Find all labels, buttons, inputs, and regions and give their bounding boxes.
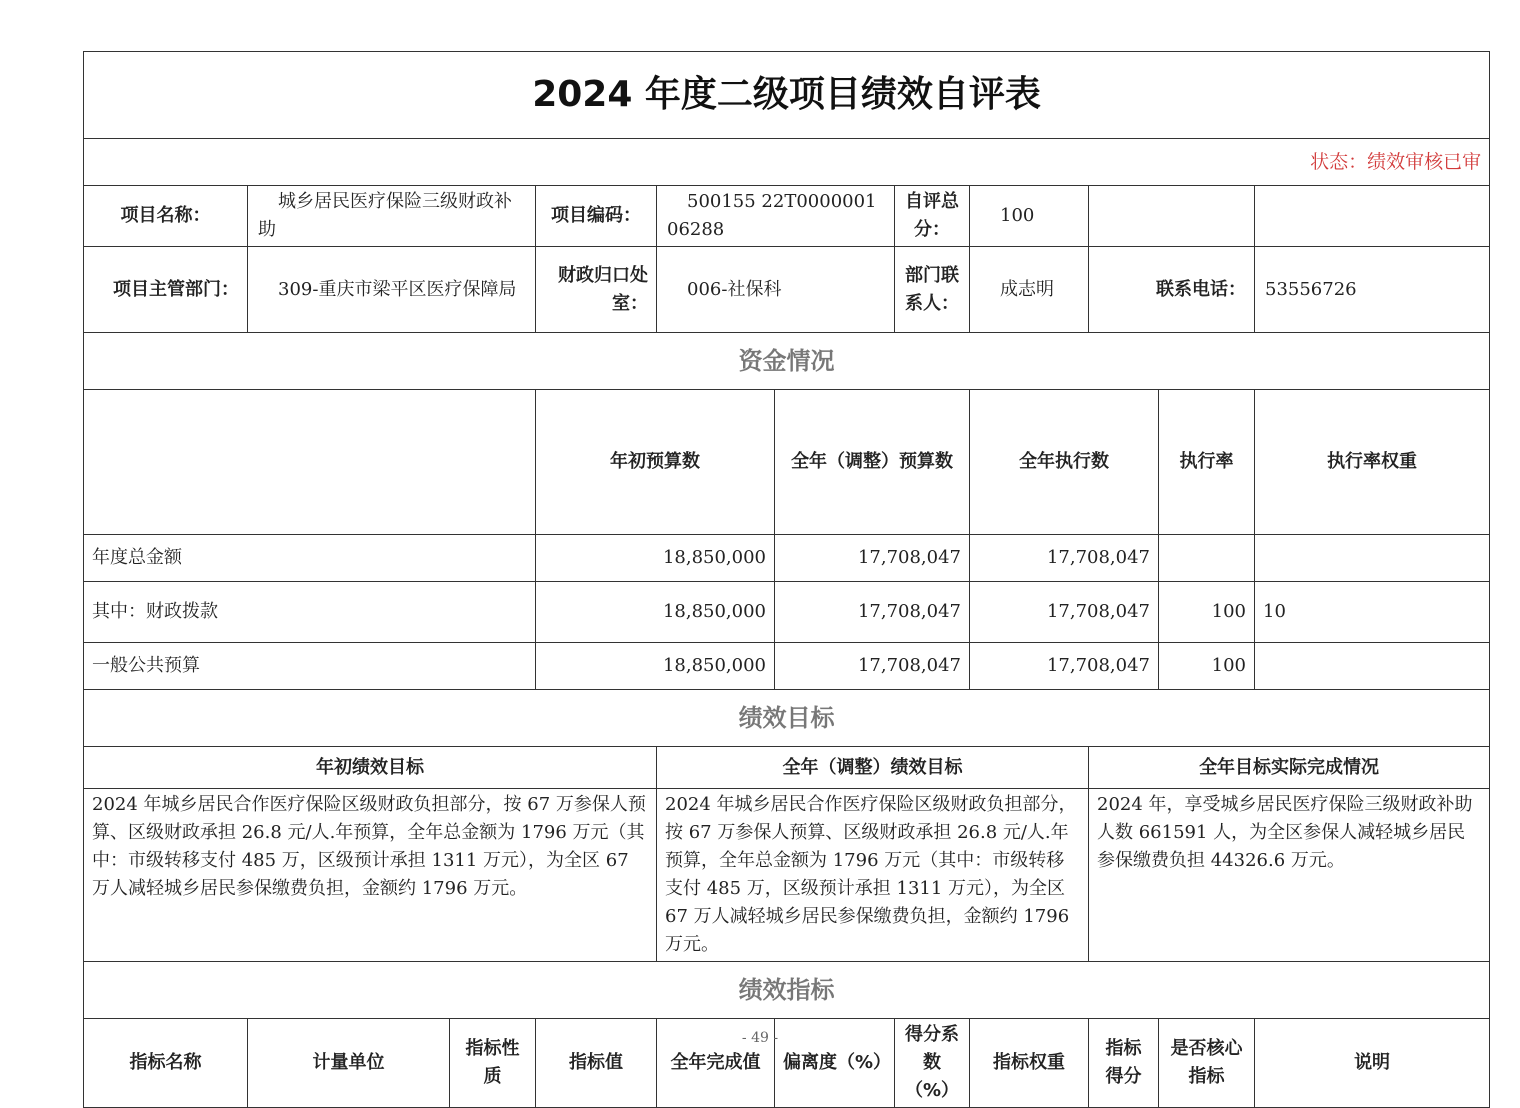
ind-header-core: 是否核心指标: [1159, 1019, 1255, 1108]
funds-adjusted: 17,708,047: [775, 582, 970, 643]
contact-value: 成志明: [970, 247, 1089, 333]
goals-header-adjusted: 全年（调整）绩效目标: [657, 747, 1089, 789]
goals-header-actual: 全年目标实际完成情况: [1089, 747, 1490, 789]
ind-header-weight: 指标权重: [970, 1019, 1089, 1108]
status-badge: 状态：绩效审核已审: [84, 139, 1490, 186]
table-row: [84, 643, 1490, 690]
project-code-value: 500155 22T000000106288: [657, 186, 895, 247]
indicators-section-title: 绩效指标: [84, 962, 1490, 1019]
goal-adjusted-text: 2024 年城乡居民合作医疗保险区级财政负担部分，按 67 万参保人预算、区级财政承担 26.8 元/人.年预算，全年总金额为 1796 万元（其中：市级转移支付 485 万，区级预计承担 1311 万元），为全区 67 万人减轻城乡居民参保缴费负担，金额约 1796 万元。: [657, 789, 1089, 962]
dept-label: 项目主管部门：: [84, 247, 248, 333]
ind-header-note: 说明: [1255, 1019, 1490, 1108]
funds-section-title: 资金情况: [84, 333, 1490, 390]
empty-cell: [1089, 186, 1255, 247]
ind-header-name: 指标名称: [84, 1019, 248, 1108]
funds-header-rate: 执行率: [1159, 390, 1255, 535]
evaluation-sheet: [83, 51, 1489, 1108]
funds-weight: 10: [1255, 582, 1490, 643]
project-name-value: 城乡居民医疗保险三级财政补助: [248, 186, 536, 247]
funds-row-label: 一般公共预算: [84, 643, 536, 690]
funds-initial: 18,850,000: [536, 643, 775, 690]
project-name-label: 项目名称：: [84, 186, 248, 247]
funds-row-label: 其中：财政拨款: [84, 582, 536, 643]
funds-header-initial: 年初预算数: [536, 390, 775, 535]
office-label: 财政归口处室：: [536, 247, 657, 333]
funds-row-label: 年度总金额: [84, 535, 536, 582]
funds-executed: 17,708,047: [970, 582, 1159, 643]
phone-value: 53556726: [1255, 247, 1490, 333]
self-score-label: 自评总分：: [895, 186, 970, 247]
goal-actual-text: 2024 年，享受城乡居民医疗保险三级财政补助人数 661591 人，为全区参保人减轻城乡居民参保缴费负担 44326.6 万元。: [1089, 789, 1490, 962]
funds-rate: [1159, 535, 1255, 582]
contact-label: 部门联系人：: [895, 247, 970, 333]
evaluation-table: [83, 51, 1490, 1108]
dept-value: 309-重庆市梁平区医疗保障局: [248, 247, 536, 333]
funds-weight: [1255, 535, 1490, 582]
phone-label: 联系电话：: [1089, 247, 1255, 333]
goals-header-initial: 年初绩效目标: [84, 747, 657, 789]
project-code-label: 项目编码：: [536, 186, 657, 247]
self-score-value: 100: [970, 186, 1089, 247]
funds-header-executed: 全年执行数: [970, 390, 1159, 535]
ind-header-unit: 计量单位: [248, 1019, 450, 1108]
funds-header-weight: 执行率权重: [1255, 390, 1490, 535]
funds-header-adjusted: 全年（调整）预算数: [775, 390, 970, 535]
empty-cell: [1255, 186, 1490, 247]
ind-header-score: 指标得分: [1089, 1019, 1159, 1108]
funds-header-blank: [84, 390, 536, 535]
funds-initial: 18,850,000: [536, 582, 775, 643]
funds-adjusted: 17,708,047: [775, 643, 970, 690]
ind-header-deviation: 偏离度（%）: [775, 1019, 895, 1108]
funds-weight: [1255, 643, 1490, 690]
ind-header-value: 指标值: [536, 1019, 657, 1108]
office-value: 006-社保科: [657, 247, 895, 333]
table-row: [84, 582, 1490, 643]
page-title: 2024 年度二级项目绩效自评表: [84, 52, 1490, 139]
funds-executed: 17,708,047: [970, 643, 1159, 690]
ind-header-coefficient: 得分系数（%）: [895, 1019, 970, 1108]
funds-rate: 100: [1159, 643, 1255, 690]
ind-header-nature: 指标性质: [450, 1019, 536, 1108]
funds-rate: 100: [1159, 582, 1255, 643]
table-row: [84, 535, 1490, 582]
funds-executed: 17,708,047: [970, 535, 1159, 582]
ind-header-completed: 全年完成值: [657, 1019, 775, 1108]
funds-adjusted: 17,708,047: [775, 535, 970, 582]
goals-section-title: 绩效目标: [84, 690, 1490, 747]
page-number: - 49 -: [741, 1030, 779, 1046]
goal-initial-text: 2024 年城乡居民合作医疗保险区级财政负担部分，按 67 万参保人预算、区级财政承担 26.8 元/人.年预算，全年总金额为 1796 万元（其中：市级转移支付 485 万，区级预计承担 1311 万元），为全区 67 万人减轻城乡居民参保缴费负担，金额约 1796 万元。: [84, 789, 657, 962]
funds-initial: 18,850,000: [536, 535, 775, 582]
